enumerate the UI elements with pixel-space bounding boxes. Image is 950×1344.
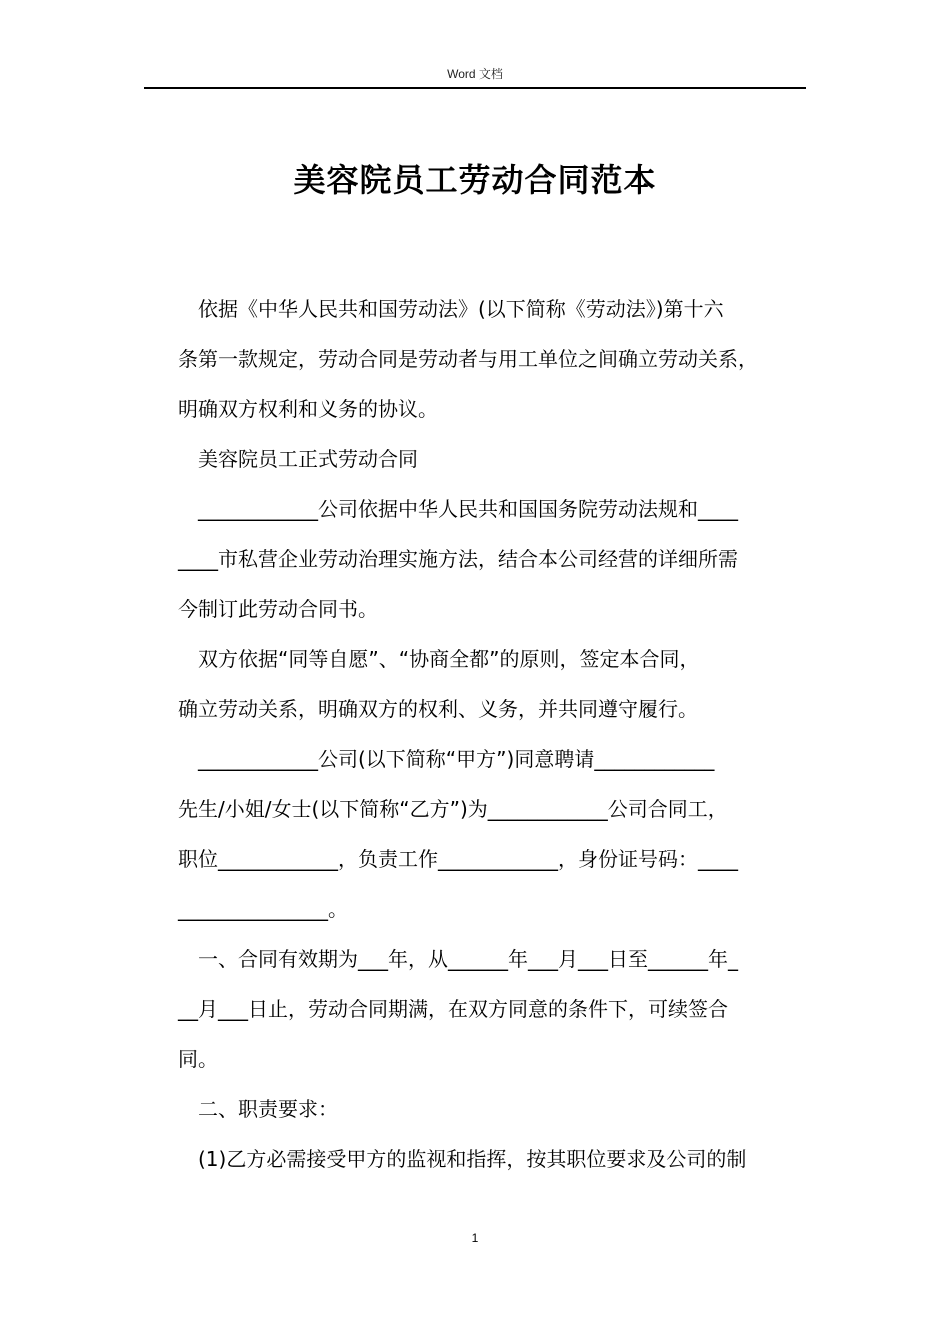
page-number: 1 [471, 1231, 479, 1245]
body-line: ____________公司(以下简称“甲方”)同意聘请____________ [198, 747, 715, 771]
body-line: (1)乙方必需接受甲方的监视和指挥，按其职位要求及公司的制 [198, 1147, 747, 1171]
body-line: 先生/小姐/女士(以下简称“乙方”)为____________公司合同工， [178, 797, 728, 821]
body-line: 双方依据“同等自愿”、“协商全都”的原则，签定本合同， [198, 647, 700, 671]
page-header: Word 文档 [447, 67, 503, 81]
header-divider [144, 87, 806, 89]
document-body [178, 284, 802, 1184]
document-title: 美容院员工劳动合同范本 [293, 161, 657, 199]
body-line: ____________公司依据中华人民共和国国务院劳动法规和____ [198, 497, 738, 521]
body-line: 依据《中华人民共和国劳动法》(以下简称《劳动法》)第十六 [198, 297, 724, 321]
body-line: ____市私营企业劳动治理实施方法，结合本公司经营的详细所需 [178, 547, 738, 571]
body-line: 二、职责要求： [198, 1097, 338, 1121]
body-line: 美容院员工正式劳动合同 [198, 447, 418, 471]
body-line: 同。 [178, 1047, 218, 1071]
body-line: 今制订此劳动合同书。 [178, 597, 378, 621]
body-line: 明确双方权利和义务的协议。 [178, 397, 438, 421]
body-line: 一、合同有效期为___年，从______年___月___日至______年_ [198, 947, 738, 971]
body-line: 职位____________，负责工作____________，身份证号码：____ [178, 847, 738, 871]
body-line: 确立劳动关系，明确双方的权利、义务，并共同遵守履行。 [178, 697, 698, 721]
body-line: _______________。 [178, 897, 348, 921]
body-line: __月___日止，劳动合同期满，在双方同意的条件下，可续签合 [178, 997, 728, 1021]
body-line: 条第一款规定，劳动合同是劳动者与用工单位之间确立劳动关系， [178, 347, 758, 371]
